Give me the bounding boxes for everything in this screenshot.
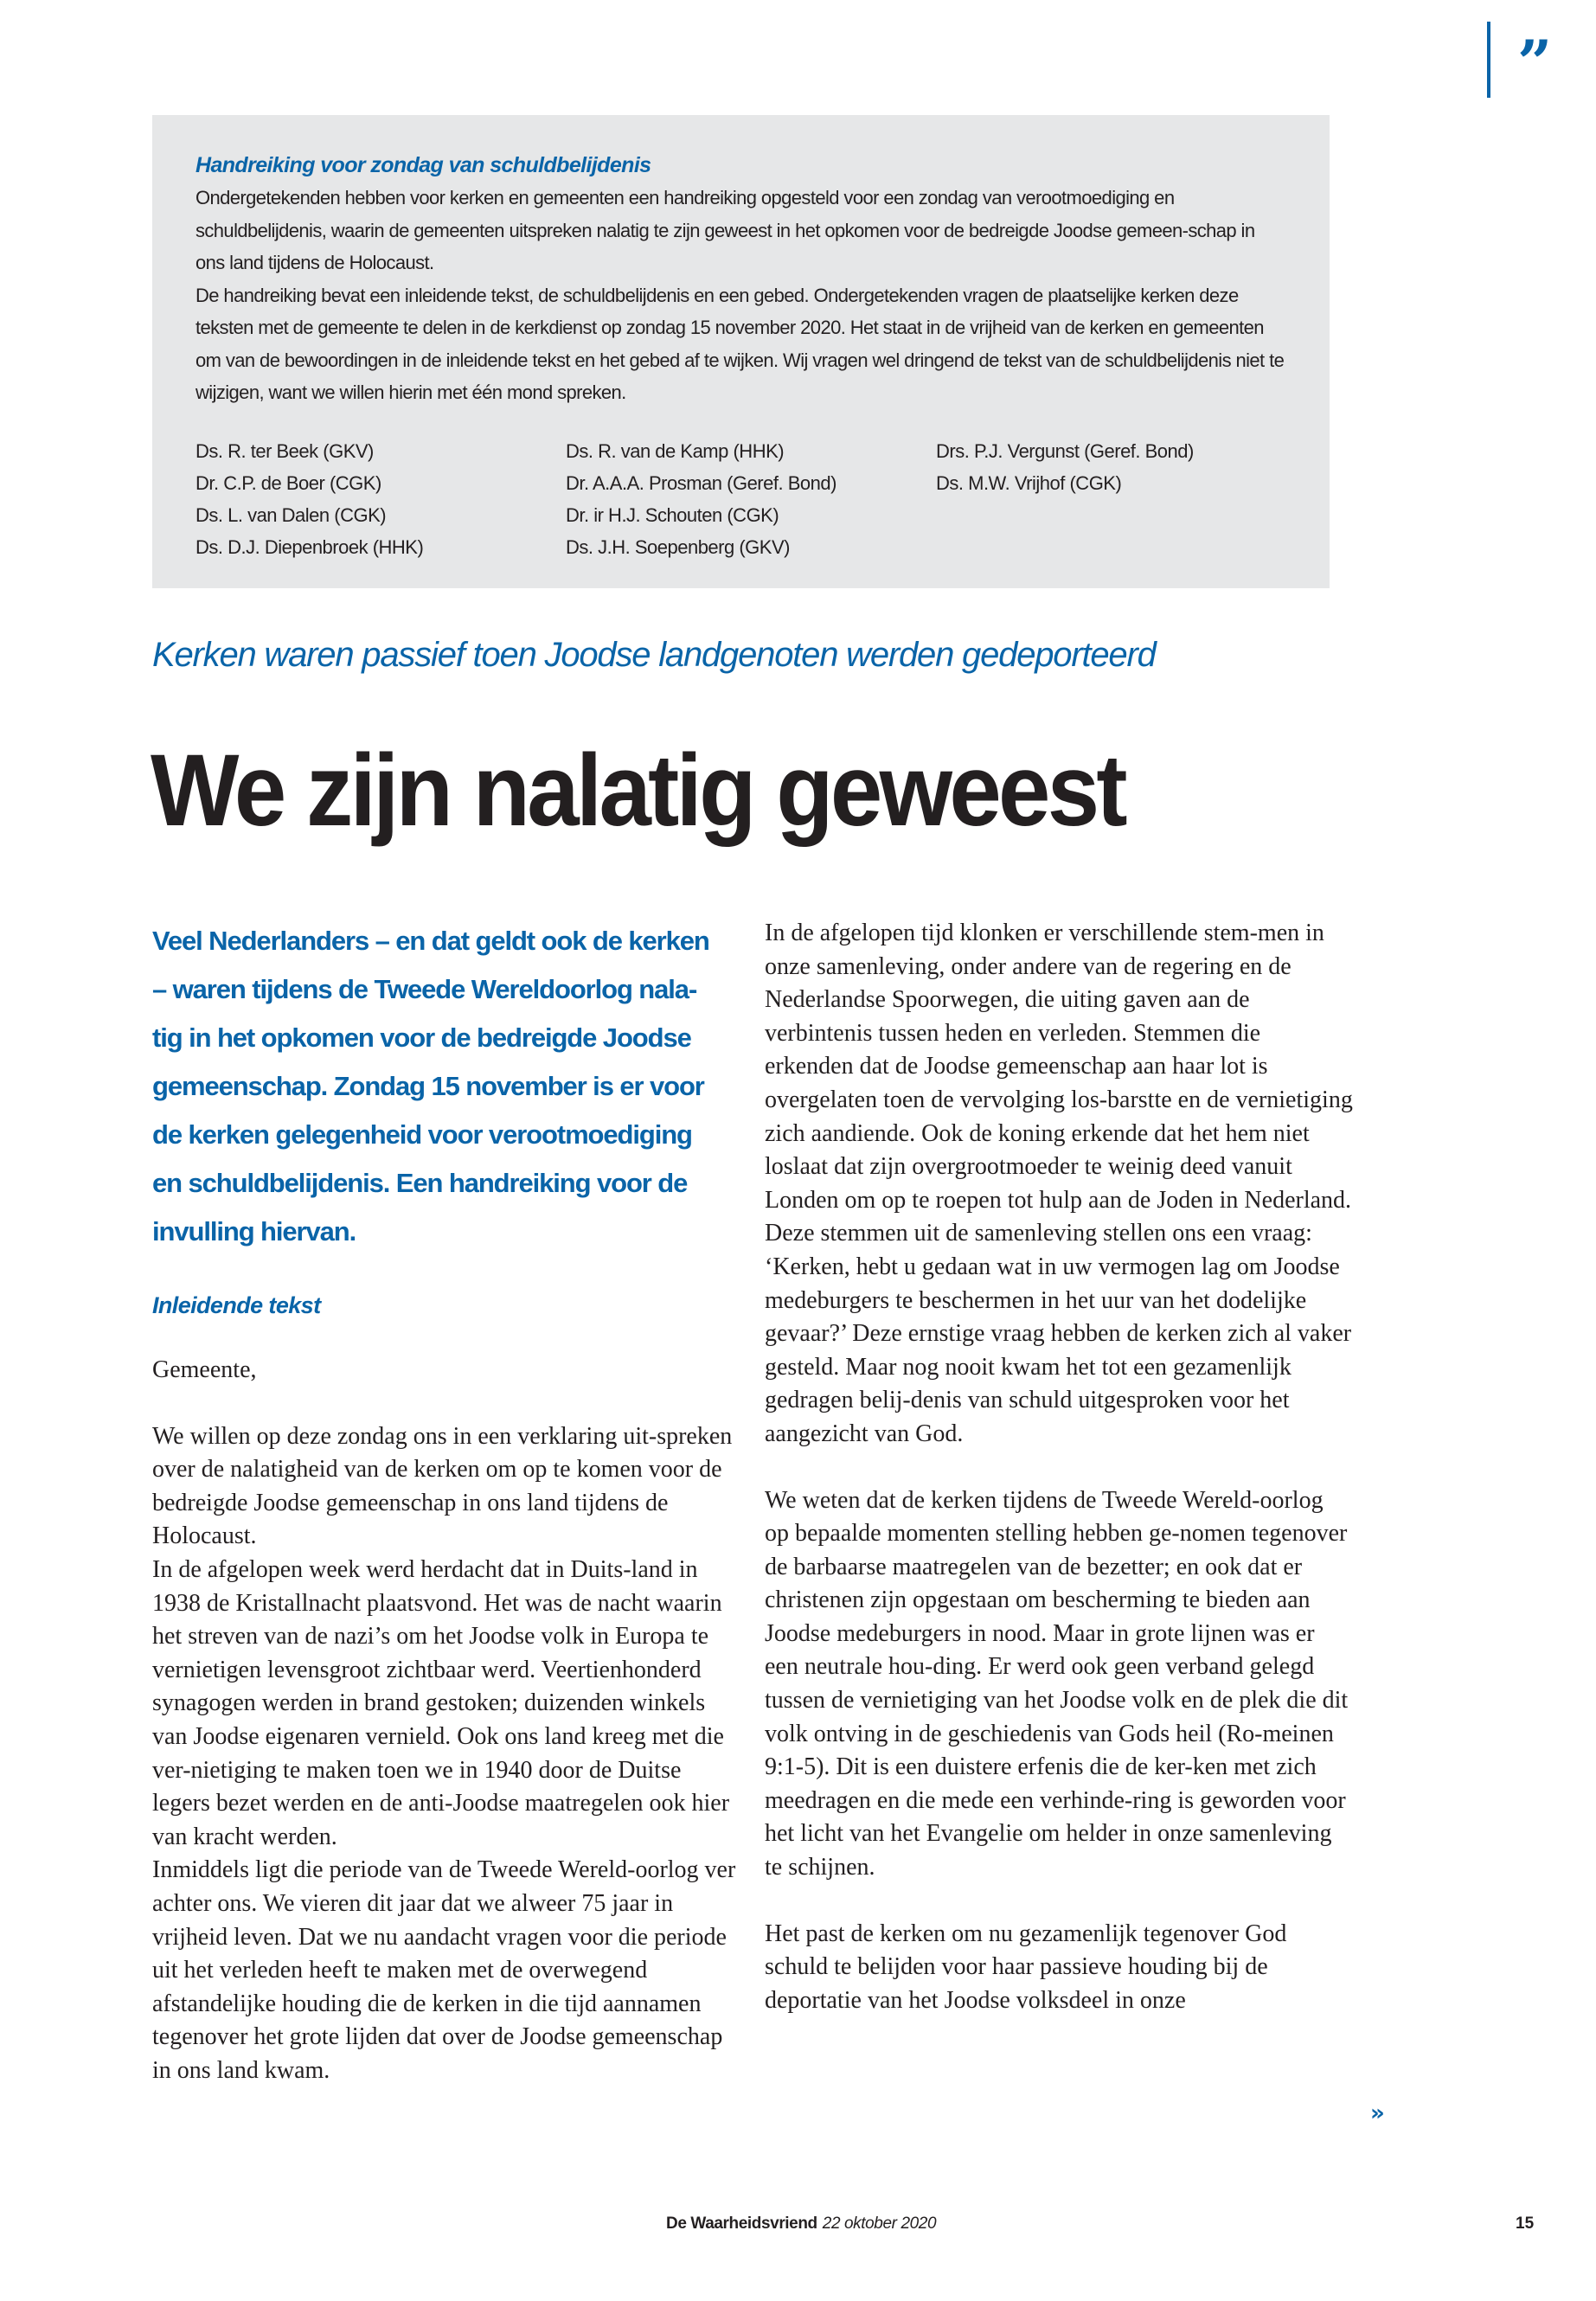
double-chevron-right-icon: » [1370, 2100, 1385, 2126]
info-box-paragraph: De handreiking bevat een inleidende tekst, de schuldbelijdenis en een gebed. Ondergetekenden vragen de plaatselijke kerken deze teksten met de gemeente te delen in de kerkdienst op zondag 15 november 2020. Het staat in de vrijheid van de kerken en gemeenten om van de bewoordingen in de inleidende tekst en het gebed af te wijken. Wij vragen wel dringend de tekst van de schuldbelijdenis niet te wijzigen, want we willen hierin met één mond spreken. [195, 284, 1285, 403]
article-lead: Veel Nederlanders – en dat geldt ook de kerken – waren tijdens de Tweede Wereldoorlog nala-tig in het opkomen voor de bedreigde Joodse gemeenschap. Zondag 15 november is er voor de kerken gelegenheid voor verootmoediging en schuldbelijdenis. Een handreiking voor de invulling hiervan. [152, 926, 709, 1247]
publication-name: De Waarheidsvriend [666, 2214, 817, 2233]
closing-quote-icon: ” [1517, 27, 1553, 99]
signatory: Ds. J.H. Soepenberg (GKV) [566, 536, 790, 558]
body-paragraph: We willen op deze zondag ons in een verklaring uit-spreken over de nalatigheid van de kerken om op te komen voor de bedreigde Joodse gemeenschap in ons land tijdens de Holocaust. [152, 1422, 733, 1550]
signatories-column [195, 435, 566, 563]
body-paragraph: In de afgelopen tijd klonken er verschillende stem-men in onze samenleving, onder andere van de regering en de Nederlandse Spoorwegen, die uiting gaven aan de verbintenis tussen heden en verleden. Stemmen die erkenden dat de Joodse gemeenschap aan haar lot is overgelaten toen de vervolging los-barstte en de vernietiging zich aandiende. Ook de koning erkende dat het hem niet loslaat dat zijn overgrootmoeder te weinig deed vanuit Londen om op te roepen tot hulp aan de Joden in Nederland. Deze stemmen uit de samenleving stellen ons een vraag: ‘Kerken, hebt u gedaan wat in uw vermogen lag om Joodse medeburgers te beschermen in het uur van het dodelijke gevaar?’ Deze ernstige vraag hebben de kerken zich al vaker gesteld. Maar nog nooit kwam het tot een gezamenlijk gedragen belij-denis van schuld uitgesproken voor het aangezicht van God. [765, 920, 1353, 1447]
signatory: Dr. A.A.A. Prosman (Geref. Bond) [566, 472, 836, 494]
body-paragraph: In de afgelopen week werd herdacht dat in Duits-land in 1938 de Kristallnacht plaatsvond. Het was de nacht waarin het streven van de nazi’s om het Joodse volk in Europa te vernietigen levensgroot zichtbaar werd. Veertienhonderd synagogen werden in brand gestoken; duizenden winkels van Joodse eigenaren vernield. Ook ons land kreeg met die ver-nietiging te maken toen we in 1940 door de Duitse legers bezet werden en de anti-Joodse maatregelen ook hier van kracht werden. [152, 1555, 730, 1850]
signatories-list [195, 435, 1306, 563]
article-column-left [152, 917, 740, 2087]
signatory: Ds. M.W. Vrijhof (CGK) [936, 472, 1122, 494]
signatories-column [566, 435, 936, 563]
body-paragraph: We weten dat de kerken tijdens de Tweede Wereld-oorlog op bepaalde momenten stelling hebben ge-nomen tegenover de barbaarse maatregelen van de bezetter; en ook dat er christenen zijn opgestaan om bescherming te bieden aan Joodse medeburgers in nood. Maar in grote lijnen was er een neutrale hou-ding. Er werd ook geen verband gelegd tussen de vernietiging van het Joodse volk en de plek die dit volk ontving in de geschiedenis van Gods heil (Ro-meinen 9:1-5). Dit is een duistere erfenis die de ker-ken met zich meedragen en die mede een verhinde-ring is geworden voor het licht van het Evangelie om helder in onze samenleving te schijnen. [765, 1486, 1349, 1881]
signatories-column [936, 435, 1306, 563]
signatory: Ds. R. ter Beek (GKV) [195, 440, 374, 462]
page-number: 15 [1516, 2214, 1535, 2233]
info-box-title: Handreiking voor zondag van schuldbelijdenis [195, 153, 651, 177]
signatory: Dr. C.P. de Boer (CGK) [195, 472, 381, 494]
salutation: Gemeente, [152, 1356, 257, 1383]
footer-publication [666, 2214, 936, 2234]
publication-date: 22 oktober 2020 [822, 2214, 937, 2233]
article-column-right [765, 917, 1353, 2017]
signatory: Ds. R. van de Kamp (HHK) [566, 440, 785, 462]
section-subhead: Inleidende tekst [152, 1292, 321, 1318]
top-accent-rule [1487, 22, 1490, 98]
signatory: Drs. P.J. Vergunst (Geref. Bond) [936, 440, 1194, 462]
body-paragraph: Het past de kerken om nu gezamenlijk tegenover God schuld te belijden voor haar passieve houding bij de deportatie van het Joodse volksdeel in onze [765, 1920, 1287, 2014]
article-headline: We zijn nalatig geweest [151, 734, 1125, 848]
signatory: Dr. ir H.J. Schouten (CGK) [566, 504, 779, 526]
info-box-paragraph: Ondergetekenden hebben voor kerken en gemeenten een handreiking opgesteld voor een zondag van verootmoediging en schuldbelijdenis, waarin de gemeenten uitspreken nalatig te zijn geweest in het opkomen voor de bedreigde Joodse gemeen-schap in ons land tijdens de Holocaust. [195, 187, 1255, 273]
body-paragraph: Inmiddels ligt die periode van de Tweede Wereld-oorlog ver achter ons. We vieren dit jaar dat we alweer 75 jaar in vrijheid leven. Dat we nu aandacht vragen voor die periode uit het verleden heeft te maken met de overwegend afstandelijke houding die de kerken in die tijd aannamen tegenover het grote lijden dat over de Joodse gemeenschap in ons land kwam. [152, 1856, 736, 2084]
info-box [152, 115, 1330, 588]
signatory: Ds. D.J. Diepenbroek (HHK) [195, 536, 424, 558]
article-kicker: Kerken waren passief toen Joodse landgenoten werden gedeporteerd [152, 636, 1156, 674]
signatory: Ds. L. van Dalen (CGK) [195, 504, 387, 526]
